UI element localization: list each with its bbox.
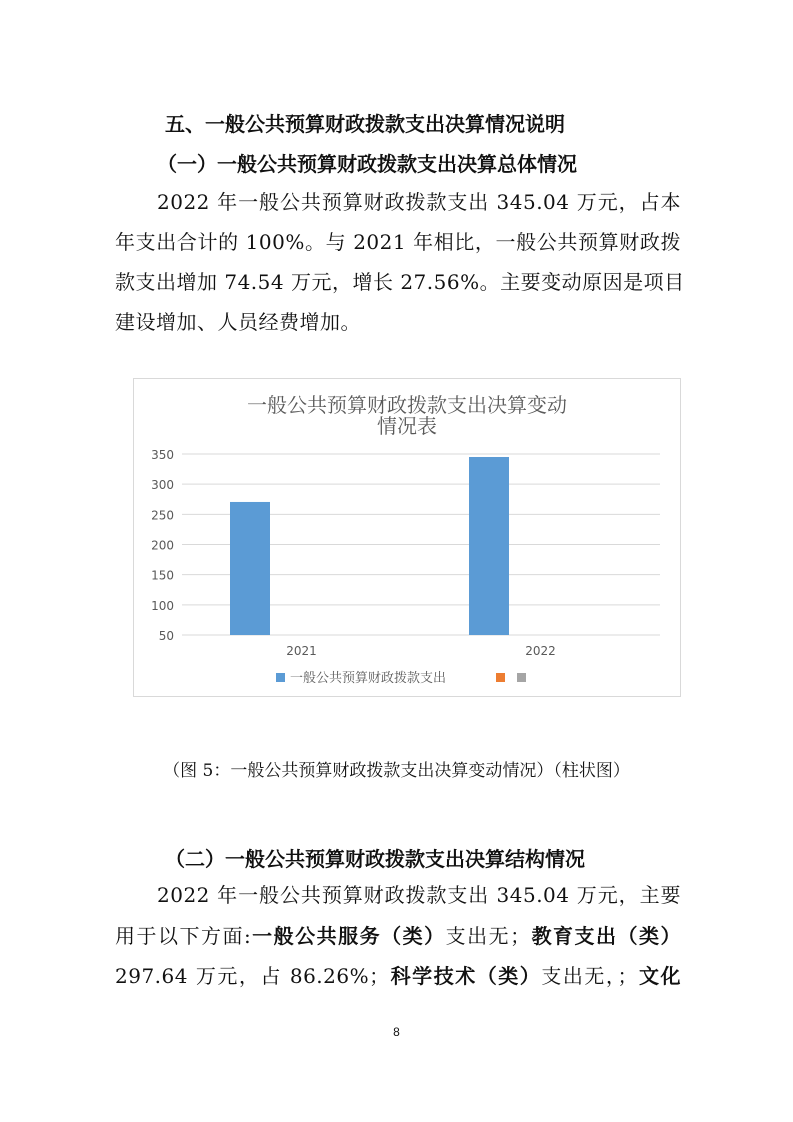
chart-title: 一般公共预算财政拨款支出决算变动 (247, 393, 567, 417)
legend-label: 一般公共预算财政拨款支出 (290, 671, 447, 686)
section-heading: 五、一般公共预算财政拨款支出决算情况说明 (165, 112, 565, 136)
x-tick-label: 2022 (525, 644, 556, 658)
text-segment: 用于以下方面: (115, 924, 252, 948)
bar-chart (133, 378, 681, 697)
bar-2022 (469, 457, 509, 635)
text-segment: 297.64 万元，占 86.26%； (115, 964, 390, 988)
y-tick-label: 350 (151, 448, 174, 462)
subsection-heading-2: （二）一般公共预算财政拨款支出决算结构情况 (165, 847, 585, 871)
y-tick-label: 250 (151, 508, 174, 523)
paragraph-line: 年支出合计的 100%。与 2021 年相比，一般公共预算财政拨 (115, 230, 681, 254)
y-tick-label: 200 (151, 538, 174, 553)
x-tick-label: 2021 (286, 644, 317, 658)
text-segment: 2022 年一般公共预算财政拨款支出 345.04 万元，主要 (157, 883, 681, 907)
bold-text-segment: 文化 (637, 964, 682, 988)
subsection-heading-1: （一）一般公共预算财政拨款支出决算总体情况 (157, 152, 577, 176)
y-tick-label: 50 (158, 629, 174, 643)
y-tick-label: 150 (151, 568, 174, 583)
page-number: 8 (393, 1025, 400, 1039)
paragraph-line: 建设增加、人员经费增加。 (115, 310, 361, 334)
legend-swatch (496, 673, 505, 682)
chart-canvas (134, 379, 680, 696)
legend-swatch (276, 673, 285, 682)
figure-caption: （图 5：一般公共预算财政拨款支出决算变动情况）（柱状图） (163, 761, 630, 781)
bold-text-segment: 科学技术（类） (389, 964, 542, 988)
chart-title: 情况表 (377, 414, 437, 438)
y-tick-label: 300 (151, 478, 174, 493)
legend-swatch (517, 673, 526, 682)
y-tick-label: 100 (151, 598, 174, 613)
paragraph-line: 款支出增加 74.54 万元，增长 27.56%。主要变动原因是项目 (115, 270, 685, 294)
text-segment: 支出无； (445, 924, 531, 948)
bar-2021 (230, 502, 270, 635)
paragraph-line (157, 879, 681, 908)
paragraph-line (115, 920, 681, 949)
text-segment: 支出无，； (541, 964, 638, 988)
bold-text-segment: 一般公共服务（类） (251, 924, 446, 948)
paragraph-line: 2022 年一般公共预算财政拨款支出 345.04 万元，占本 (157, 190, 681, 214)
paragraph-line (115, 960, 681, 989)
bold-text-segment: 教育支出（类） (530, 924, 682, 948)
